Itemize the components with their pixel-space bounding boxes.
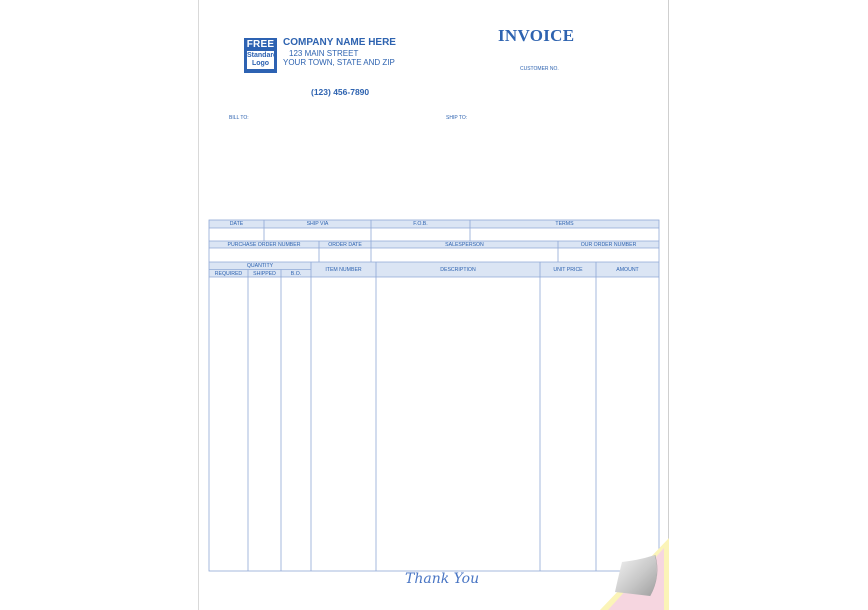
order-date-label: ORDER DATE bbox=[328, 241, 362, 248]
shipped-label: SHIPPED bbox=[253, 270, 276, 277]
ship-to-label: SHIP TO: bbox=[446, 115, 468, 121]
terms-label: TERMS bbox=[555, 221, 574, 227]
fob-label: F.O.B. bbox=[413, 221, 428, 227]
quantity-label: QUANTITY bbox=[246, 263, 274, 269]
backorder-label: B.O. bbox=[290, 270, 302, 277]
logo-standard-text: Standard bbox=[247, 52, 278, 59]
amount-label: AMOUNT bbox=[616, 266, 639, 273]
ship-via-label: SHIP VIA bbox=[306, 221, 329, 227]
item-number-label: ITEM NUMBER bbox=[325, 266, 362, 273]
company-street: 123 MAIN STREET bbox=[289, 49, 359, 58]
thank-you-text: Thank You bbox=[405, 571, 480, 587]
company-name: COMPANY NAME HERE bbox=[283, 37, 396, 48]
description-label: DESCRIPTION bbox=[440, 266, 476, 273]
company-city: YOUR TOWN, STATE AND ZIP bbox=[283, 58, 395, 67]
company-phone: (123) 456-7890 bbox=[311, 87, 370, 97]
customer-no-label: CUSTOMER NO. bbox=[520, 66, 559, 72]
logo-logo-text: Logo bbox=[251, 60, 270, 67]
invoice-title: INVOICE bbox=[498, 26, 575, 45]
logo-free-text: FREE bbox=[246, 39, 275, 50]
date-label: DATE bbox=[229, 221, 244, 227]
unit-price-label: UNIT PRICE bbox=[553, 266, 583, 273]
bill-to-label: BILL TO: bbox=[229, 115, 249, 121]
po-number-label: PURCHASE ORDER NUMBER bbox=[227, 241, 301, 248]
our-order-number-label: OUR ORDER NUMBER bbox=[580, 241, 637, 248]
required-label: REQUIRED bbox=[214, 270, 243, 277]
salesperson-label: SALESPERSON bbox=[445, 241, 484, 248]
